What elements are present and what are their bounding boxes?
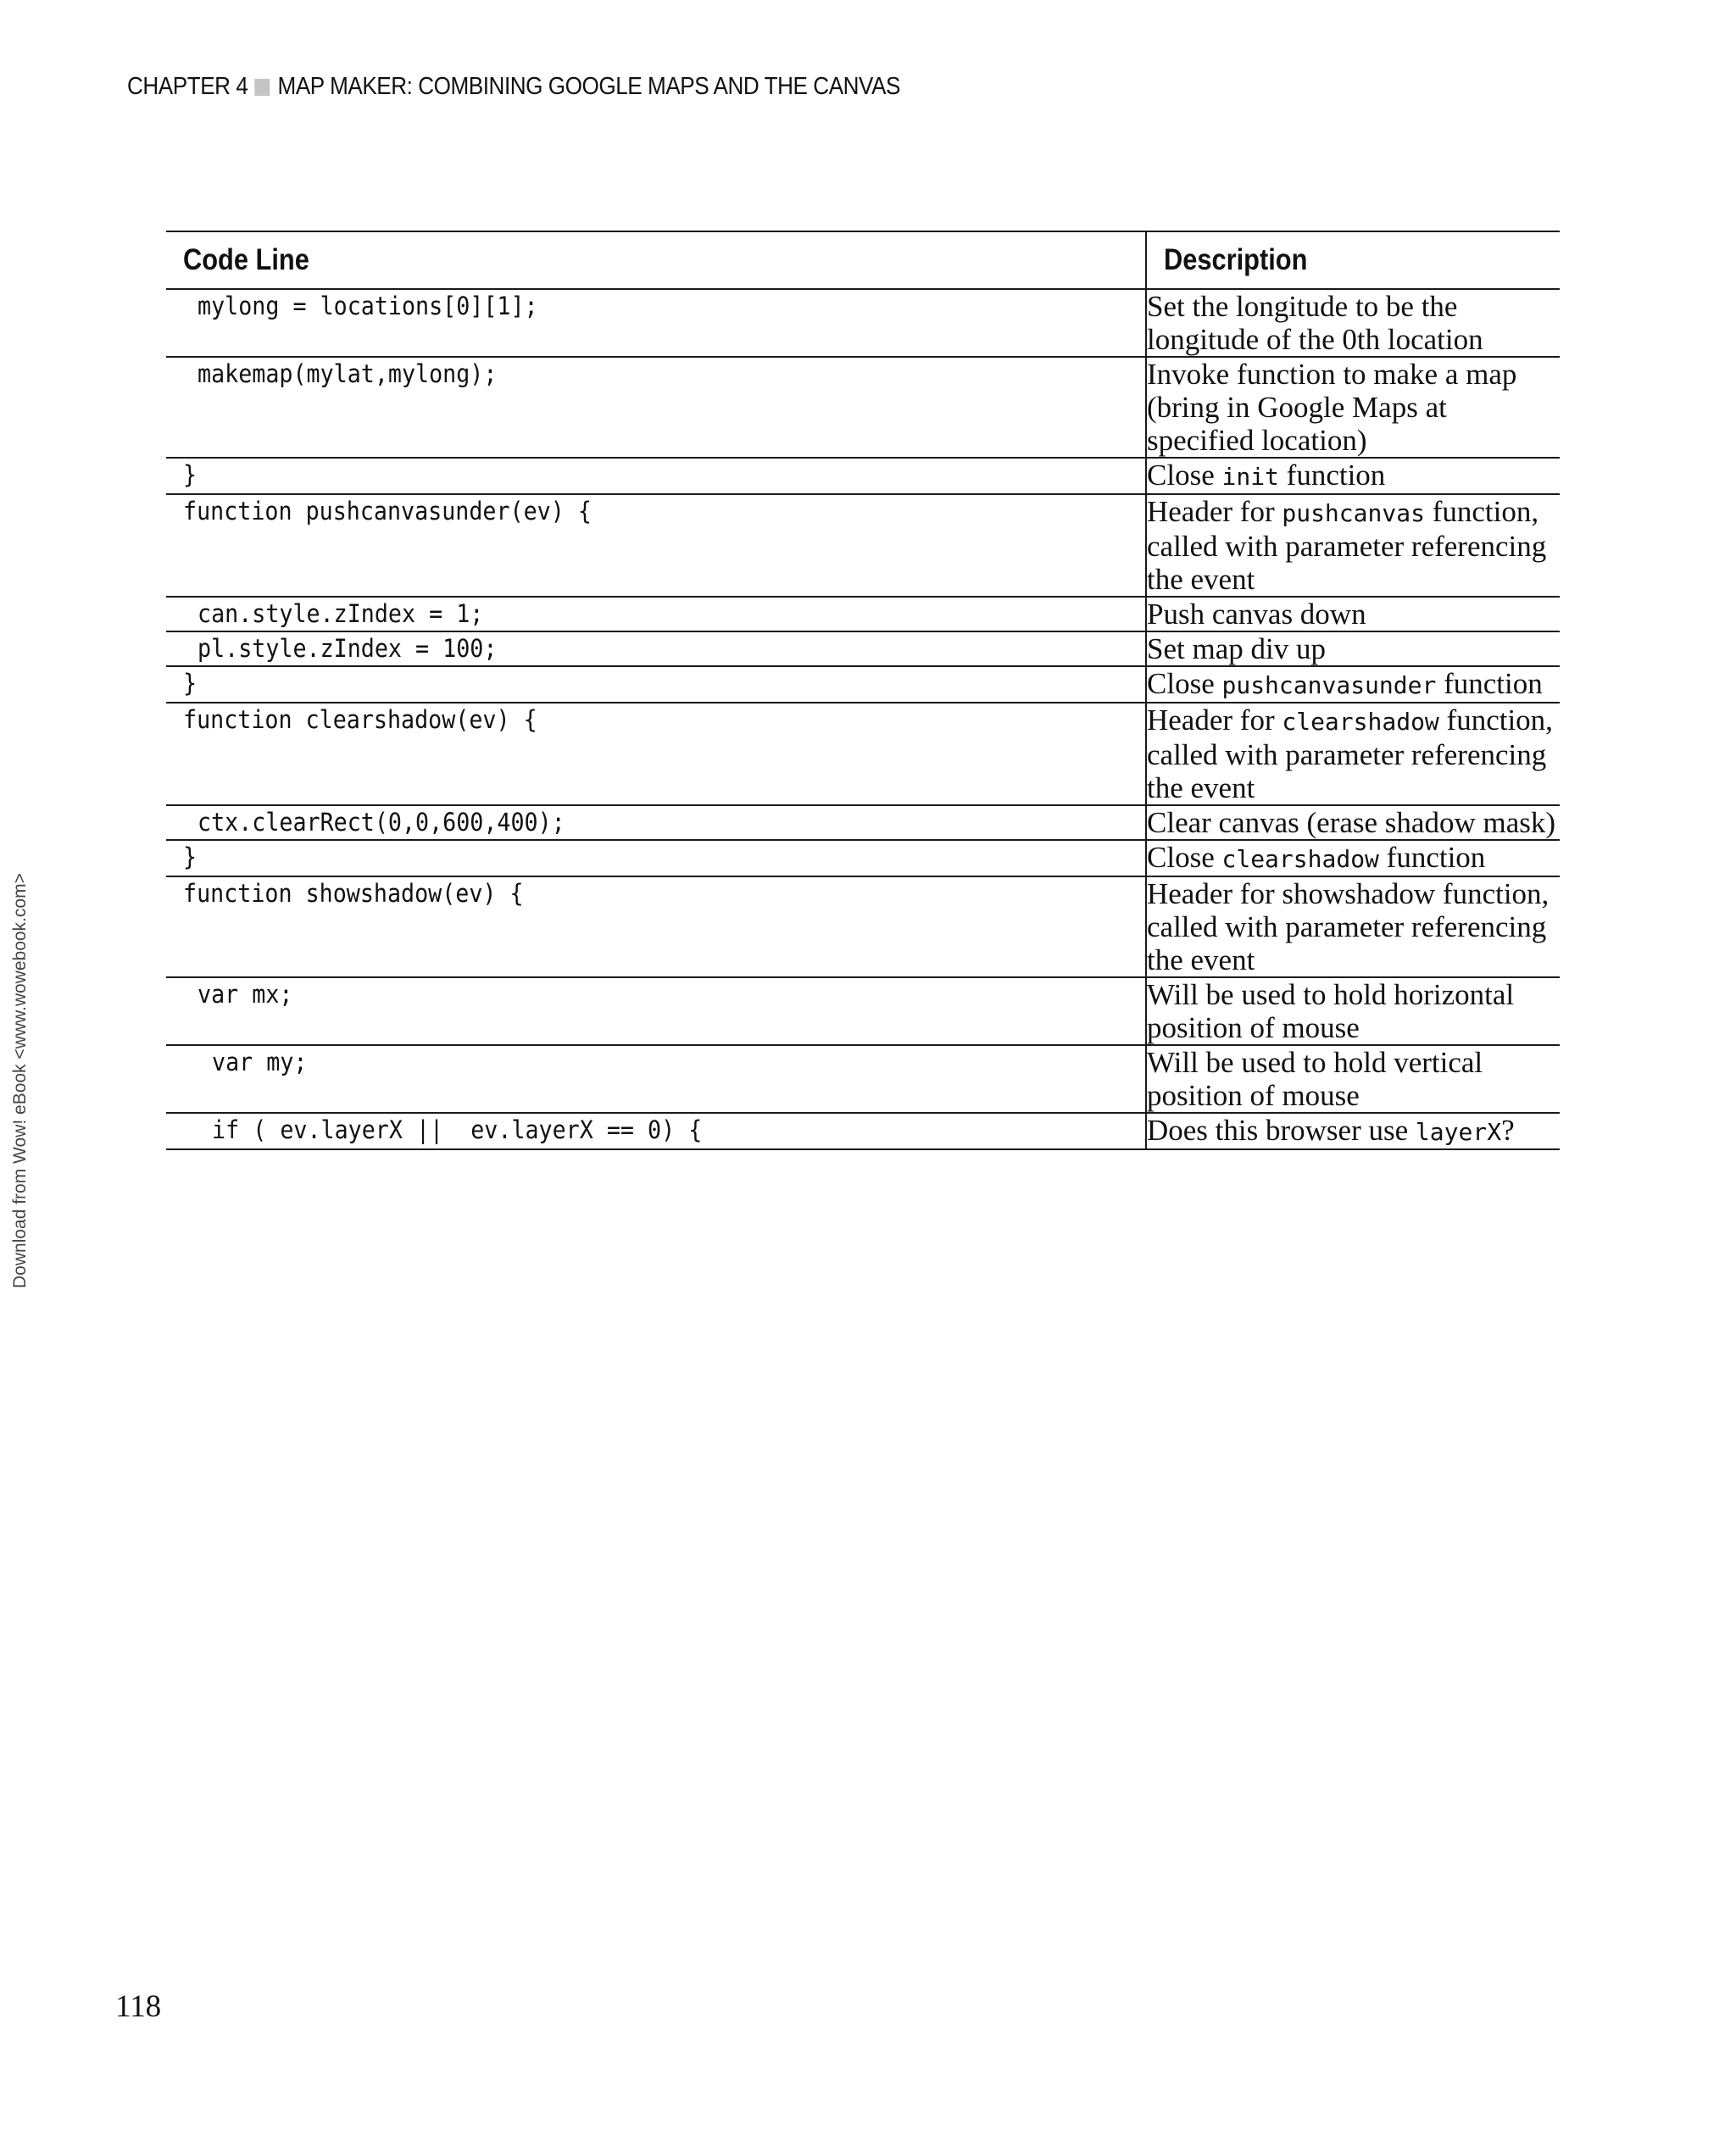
description-cell bbox=[1146, 289, 1560, 357]
inline-code: clearshadow bbox=[1221, 845, 1379, 873]
code-cell bbox=[166, 840, 1146, 876]
description-cell bbox=[1146, 597, 1560, 631]
code-cell bbox=[166, 597, 1146, 631]
description-text: Header for bbox=[1147, 495, 1283, 528]
code-description-table bbox=[166, 231, 1560, 1150]
table-row bbox=[166, 289, 1560, 357]
description-cell bbox=[1146, 703, 1560, 805]
description-text: function bbox=[1278, 459, 1386, 492]
description-text: Close bbox=[1147, 841, 1222, 874]
description-text: Close bbox=[1147, 459, 1222, 492]
description-text: function bbox=[1436, 667, 1543, 700]
description-text: Invoke function to make a map (bring in Google Maps at specified location) bbox=[1147, 358, 1517, 457]
description-text: Will be used to hold horizontal position of mouse bbox=[1147, 978, 1515, 1044]
code-line: function showshadow(ev) { bbox=[183, 879, 524, 908]
table-row bbox=[166, 876, 1560, 977]
description-text: function bbox=[1378, 841, 1486, 874]
description-cell bbox=[1146, 840, 1560, 876]
code-cell bbox=[166, 631, 1146, 666]
column-header-code bbox=[166, 231, 1146, 289]
table-row bbox=[166, 357, 1560, 458]
column-header-code-label: Code Line bbox=[183, 243, 309, 276]
code-line: can.style.zIndex = 1; bbox=[198, 599, 484, 628]
description-text: Push canvas down bbox=[1147, 598, 1366, 631]
inline-code: layerX bbox=[1415, 1118, 1502, 1146]
table-row bbox=[166, 494, 1560, 597]
download-watermark: Download from Wow! eBook <www.wowebook.com> bbox=[10, 873, 30, 1288]
code-cell bbox=[166, 977, 1146, 1045]
code-line: function clearshadow(ev) { bbox=[183, 705, 537, 734]
description-cell bbox=[1146, 666, 1560, 703]
table-row bbox=[166, 805, 1560, 840]
code-line: } bbox=[183, 842, 198, 871]
code-cell bbox=[166, 357, 1146, 458]
table-row bbox=[166, 1045, 1560, 1113]
code-cell bbox=[166, 458, 1146, 494]
column-header-description bbox=[1146, 231, 1560, 289]
table-row bbox=[166, 666, 1560, 703]
description-text: function, called with parameter referencing the event bbox=[1147, 495, 1547, 596]
inline-code: clearshadow bbox=[1282, 708, 1439, 736]
description-cell bbox=[1146, 977, 1560, 1045]
table-body bbox=[166, 289, 1560, 1149]
table-row bbox=[166, 1113, 1560, 1149]
code-cell bbox=[166, 666, 1146, 703]
description-text: Header for bbox=[1147, 703, 1283, 737]
description-text: Does this browser use bbox=[1147, 1114, 1416, 1147]
code-line: var mx; bbox=[198, 980, 293, 1009]
code-line: } bbox=[183, 460, 198, 489]
code-line: } bbox=[183, 669, 198, 698]
code-line: makemap(mylat,mylong); bbox=[198, 359, 498, 388]
inline-code: init bbox=[1221, 463, 1279, 491]
description-text: Set map div up bbox=[1147, 632, 1326, 665]
description-cell bbox=[1146, 1045, 1560, 1113]
description-text: Will be used to hold vertical position of mouse bbox=[1147, 1046, 1483, 1112]
table-row bbox=[166, 458, 1560, 494]
description-cell bbox=[1146, 458, 1560, 494]
table-row bbox=[166, 840, 1560, 876]
separator-square-icon bbox=[255, 79, 270, 96]
code-line: function pushcanvasunder(ev) { bbox=[183, 497, 592, 526]
description-cell bbox=[1146, 1113, 1560, 1149]
chapter-label: CHAPTER 4 bbox=[127, 73, 248, 100]
page-number: 118 bbox=[115, 1989, 162, 2024]
code-line: pl.style.zIndex = 100; bbox=[198, 634, 498, 663]
code-line: if ( ev.layerX || ev.layerX == 0) { bbox=[212, 1115, 703, 1144]
description-text: Header for showshadow function, called with parameter referencing the event bbox=[1147, 877, 1550, 976]
code-cell bbox=[166, 289, 1146, 357]
code-line: var my; bbox=[212, 1048, 308, 1076]
description-cell bbox=[1146, 876, 1560, 977]
code-line: mylong = locations[0][1]; bbox=[198, 292, 538, 320]
code-cell bbox=[166, 494, 1146, 597]
code-cell bbox=[166, 876, 1146, 977]
code-cell bbox=[166, 1045, 1146, 1113]
table-row bbox=[166, 597, 1560, 631]
column-header-description-label: Description bbox=[1164, 243, 1308, 276]
description-cell bbox=[1146, 631, 1560, 666]
table-row bbox=[166, 703, 1560, 805]
description-cell bbox=[1146, 357, 1560, 458]
table-row bbox=[166, 631, 1560, 666]
inline-code: pushcanvasunder bbox=[1221, 671, 1437, 699]
running-head bbox=[127, 73, 900, 101]
description-cell bbox=[1146, 494, 1560, 597]
table-header-row bbox=[166, 231, 1560, 289]
description-text: Clear canvas (erase shadow mask) bbox=[1147, 806, 1556, 839]
description-text: Close bbox=[1147, 667, 1222, 700]
code-cell bbox=[166, 703, 1146, 805]
description-cell bbox=[1146, 805, 1560, 840]
code-cell bbox=[166, 805, 1146, 840]
description-text: Set the longitude to be the longitude of the 0th location bbox=[1147, 290, 1483, 356]
description-text: ? bbox=[1501, 1114, 1515, 1147]
code-line: ctx.clearRect(0,0,600,400); bbox=[198, 808, 565, 837]
table-row bbox=[166, 977, 1560, 1045]
chapter-title: MAP MAKER: COMBINING GOOGLE MAPS AND THE CANVAS bbox=[277, 73, 900, 100]
description-text: function, called with parameter referencing the event bbox=[1147, 703, 1553, 804]
code-cell bbox=[166, 1113, 1146, 1149]
inline-code: pushcanvas bbox=[1282, 499, 1425, 527]
